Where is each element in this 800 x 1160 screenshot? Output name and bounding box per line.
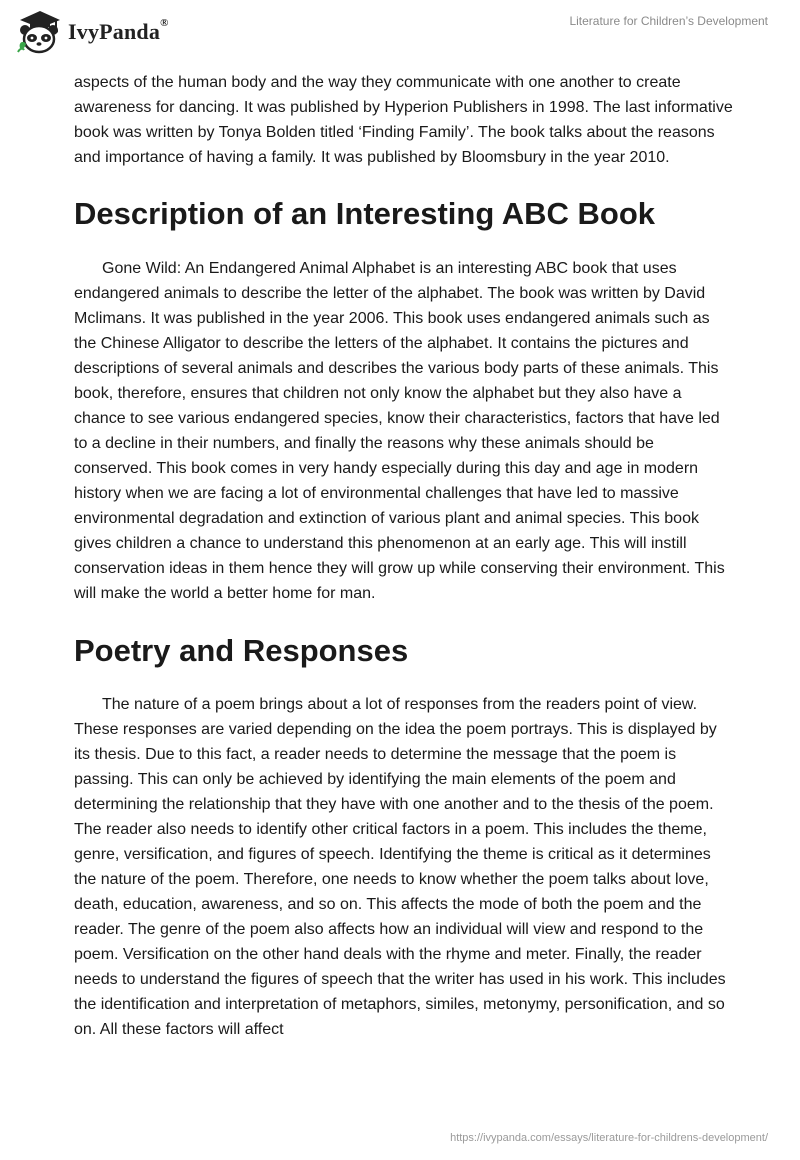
document-title: Literature for Children’s Development <box>569 14 768 28</box>
logo-wordmark: IvyPanda® <box>68 17 169 44</box>
intro-paragraph: aspects of the human body and the way they communicate with one another to create awareness for dancing. It was published by Hyperion Publishers in 1998. The last informative book was written by Tonya Bolden titled ‘Finding Family’. The book talks about the reasons and importance of having a family. It was published by Bloomsbury in the year 2010. <box>74 74 733 166</box>
section-heading-poetry: Poetry and Responses <box>74 633 409 668</box>
document-body <box>74 70 734 1042</box>
source-url[interactable]: https://ivypanda.com/essays/literature-for-childrens-development/ <box>450 1132 768 1144</box>
page-header <box>0 0 800 70</box>
panda-graduate-icon <box>16 8 62 56</box>
ivypanda-logo[interactable] <box>16 8 169 56</box>
abc-book-paragraph: Gone Wild: An Endangered Animal Alphabet is an interesting ABC book that uses endangered animals to describe the letter of the alphabet. The book was written by David Mclimans. It was published in the year 2006. This book uses endangered animals such as the Chinese Alligator to describe the letters of the alphabet. It contains the pictures and descriptions of several animals and describes the various body parts of these animals. This book, therefore, ensures that children not only know the alphabet but they also have a chance to see various endangered species, know their characteristics, factors that have led to a decline in their numbers, and finally the reasons why these animals should be conserved. This book comes in very handy especially during this day and age in modern history when we are facing a lot of environmental challenges that have led to massive environmental degradation and extinction of various plant and animal species. This book gives children a chance to understand this phenomenon at an early age. This will instill conservation ideas in them hence they will grow up while conserving their environment. This will make the world a better home for man. <box>74 260 725 602</box>
poetry-paragraph: The nature of a poem brings about a lot of responses from the readers point of view. These responses are varied depending on the idea the poem portrays. This is displayed by its thesis. Due to this fact, a reader needs to determine the message that the poem is passing. This can only be achieved by identifying the main elements of the poem and determining the relationship that they have with one another and to the thesis of the poem. The reader also needs to identify other critical factors in a poem. This includes the theme, genre, versification, and figures of speech. Identifying the theme is critical as it determines the nature of the poem. Therefore, one needs to know whether the poem talks about love, death, education, awareness, and so on. This affects the mode of both the poem and the reader. The genre of the poem also affects how an individual will view and respond to the poem. Versification on the other hand deals with the rhyme and meter. Finally, the reader needs to understand the figures of speech that the writer has used in his work. This includes the identification and interpretation of metaphors, similes, metonymy, personification, and so on. All these factors will affect <box>74 696 726 1038</box>
registered-mark: ® <box>160 17 169 29</box>
section-heading-abc-book: Description of an Interesting ABC Book <box>74 196 656 231</box>
